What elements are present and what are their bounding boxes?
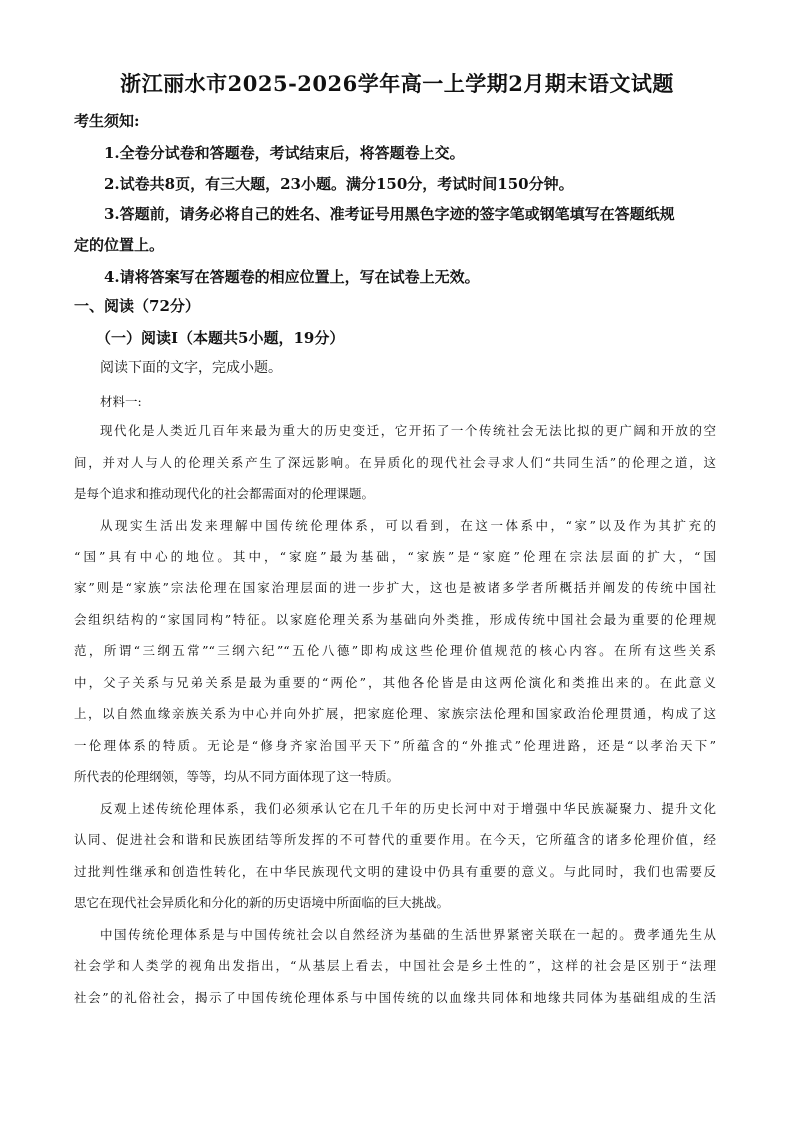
notice-item-1: 1.全卷分试卷和答题卷，考试结束后，将答题卷上交。 [104,144,465,162]
section-heading: 一、阅读（72分） [74,297,200,315]
paragraph-2-line: 会组织结构的“家国同构”特征。以家庭伦理关系为基础向外类推，形成传统中国社会最为重要的伦理规 [74,612,716,627]
paragraph-3-line: 过批判性继承和创造性转化，在中华民族现代文明的建设中仍具有重要的意义。与此同时，我们也需要反 [74,864,716,879]
paragraph-2-line: 上，以自然血缘亲族关系为中心并向外扩展，把家庭伦理、家族宗法伦理和国家政治伦理贯通，构成了这 [74,706,716,721]
notice-item-4: 4.请将答案写在答题卷的相应位置上，写在试卷上无效。 [104,268,480,286]
paragraph-2-line: 中，父子关系与兄弟关系是最为重要的“两伦”，其他各伦皆是由这两伦演化和类推出来的。在此意义 [74,675,716,690]
notice-item-2: 2.试卷共8页，有三大题，23小题。满分150分，考试时间150分钟。 [104,175,574,193]
paragraph-2-line: 从现实生活出发来理解中国传统伦理体系，可以看到，在这一体系中，“家”以及作为其扩充的 [100,518,716,533]
material-label: 材料一: [100,394,142,409]
paragraph-4-line: 中国传统伦理体系是与中国传统社会以自然经济为基础的生活世界紧密关联在一起的。费孝通先生从 [100,927,716,942]
paragraph-1-line: 现代化是人类近几百年来最为重大的历史变迁，它开拓了一个传统社会无法比拟的更广阔和开放的空 [100,423,716,438]
paragraph-3-line: 反观上述传统伦理体系，我们必须承认它在几千年的历史长河中对于增强中华民族凝聚力、提升文化 [100,801,716,816]
paragraph-3-line: 认同、促进社会和谐和民族团结等所发挥的不可替代的重要作用。在今天，它所蕴含的诸多伦理价值，经 [74,832,716,847]
paragraph-2-line: 所代表的伦理纲领，等等，均从不同方面体现了这一特质。 [74,769,400,784]
paragraph-2-line: 范，所谓“三纲五常”“三纲六纪”“五伦八德”即构成这些伦理价值规范的核心内容。在所有这些关系 [74,643,716,658]
subsection-heading: （一）阅读Ⅰ（本题共5小题，19分） [96,329,345,347]
notice-heading: 考生须知: [74,112,140,130]
paragraph-4-line: 社会”的礼俗社会，揭示了中国传统伦理体系与中国传统的以血缘共同体和地缘共同体为基础组成的生活 [74,990,716,1005]
paragraph-2-line: “国”具有中心的地位。其中，“家庭”最为基础，“家族”是“家庭”伦理在宗法层面的扩大，“国 [74,549,716,564]
page-title: 浙江丽水市2025-2026学年高一上学期2月期末语文试题 [120,71,674,96]
paragraph-2-line: 一伦理体系的特质。无论是“修身齐家治国平天下”所蕴含的“外推式”伦理进路，还是“以孝治天下” [74,738,716,753]
notice-item-3-continued: 定的位置上。 [74,236,165,254]
paragraph-4-line: 社会学和人类学的视角出发指出，“从基层上看去，中国社会是乡土性的”，这样的社会是区别于“法理 [74,958,716,973]
paragraph-2-line: 家”则是“家族”宗法伦理在国家治理层面的进一步扩大，这也是被诸多学者所概括并阐发的传统中国社 [74,580,716,595]
notice-item-3: 3.答题前，请务必将自己的姓名、准考证号用黑色字迹的签字笔或钢笔填写在答题纸规 [104,205,675,223]
instruction-text: 阅读下面的文字，完成小题。 [100,360,282,376]
paragraph-1-line: 间，并对人与人的伦理关系产生了深远影响。在异质化的现代社会寻求人们“共同生活”的伦理之道，这 [74,455,716,470]
paragraph-1-line: 是每个追求和推动现代化的社会都需面对的伦理课题。 [74,486,375,501]
paragraph-3-line: 思它在现代社会异质化和分化的新的历史语境中所面临的巨大挑战。 [74,895,450,910]
